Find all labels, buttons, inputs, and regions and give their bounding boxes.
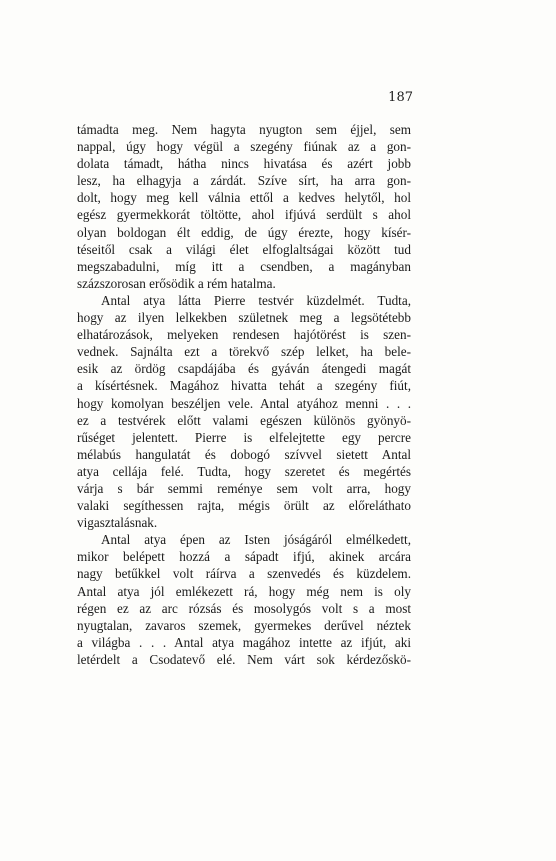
text-line: hogy az ilyen lelkekben születnek meg a legsötétebb [77, 310, 411, 326]
body-text [77, 121, 411, 668]
text-line: vigasztalásnak. [77, 515, 158, 531]
text-line: letérdelt a Csodatevő elé. Nem várt sok kérdezőskö- [77, 651, 411, 667]
text-line: a világba . . . Antal atya magához intette az ifjút, aki [77, 634, 411, 650]
text-line: hogy komolyan beszéljen vele. Antal atyához menni . . . [77, 395, 411, 411]
text-line: olyan boldogan élt eddig, de úgy érezte, hogy kísér- [77, 224, 411, 240]
text-line: téseitől csak a világi élet elfoglaltságai között tud [77, 241, 411, 257]
text-line: vednek. Sajnálta ezt a törekvő szép lelket, ha bele- [77, 344, 411, 360]
text-line: atya cellája felé. Tudta, hogy szeretet és megértés [77, 463, 411, 479]
text-line: Antal atya jól emlékezett rá, hogy még nem is oly [77, 583, 411, 599]
text-line: mikor belépett hozzá a sápadt ifjú, akinek arcára [77, 549, 411, 565]
text-line: megszabadulni, míg itt a csendben, a magányban [77, 258, 411, 274]
text-line: egész gyermekkorát töltötte, ahol ifjúvá serdült s ahol [77, 207, 411, 223]
text-line: elhatározások, melyeken rendesen hajótörést is szen- [77, 327, 411, 343]
text-line: Antal atya látta Pierre testvér küzdelmét. Tudta, [101, 292, 411, 308]
text-line: mélabús hangulatát és dobogó szívvel sietett Antal [77, 446, 411, 462]
text-line: nyugtalan, zavaros szemek, gyermekes derűvel néztek [77, 617, 411, 633]
text-line: rűséget jelentett. Pierre is elfelejtette egy percre [77, 429, 411, 445]
text-line: régen ez az arc rózsás és mosolygós volt s a most [77, 600, 411, 616]
text-line: Antal atya épen az Isten jóságáról elmélkedett, [101, 532, 411, 548]
text-line: nagy betűkkel volt ráírva a szenvedés és küzdelem. [77, 566, 411, 582]
page-number: 187 [388, 90, 413, 105]
text-line: valaki segíthessen rajta, mégis örült az előreláthato [77, 498, 411, 514]
text-line: lesz, ha elhagyja a zárdát. Szíve sírt, ha arra gon- [77, 173, 411, 189]
text-line: nappal, úgy hogy végül a szegény fiúnak az a gon- [77, 139, 411, 155]
text-line: ez a testvérek előtt valami egészen különös gyönyö- [77, 412, 411, 428]
text-line: dolata támadt, hátha nincs hivatása és azért jobb [77, 156, 411, 172]
text-line: várja s bár semmi reménye sem volt arra, hogy [77, 480, 411, 496]
text-line: esik az ördög csapdájába és gyáván átengedi magát [77, 361, 411, 377]
text-line: dolt, hogy meg kell válnia ettől a kedves helytől, hol [77, 190, 411, 206]
text-line: százszorosan erősödik a rém hatalma. [77, 275, 276, 291]
text-line: támadta meg. Nem hagyta nyugton sem éjjel, sem [77, 122, 411, 137]
text-line: a kísértésnek. Magához hivatta tehát a szegény fiút, [77, 378, 411, 394]
